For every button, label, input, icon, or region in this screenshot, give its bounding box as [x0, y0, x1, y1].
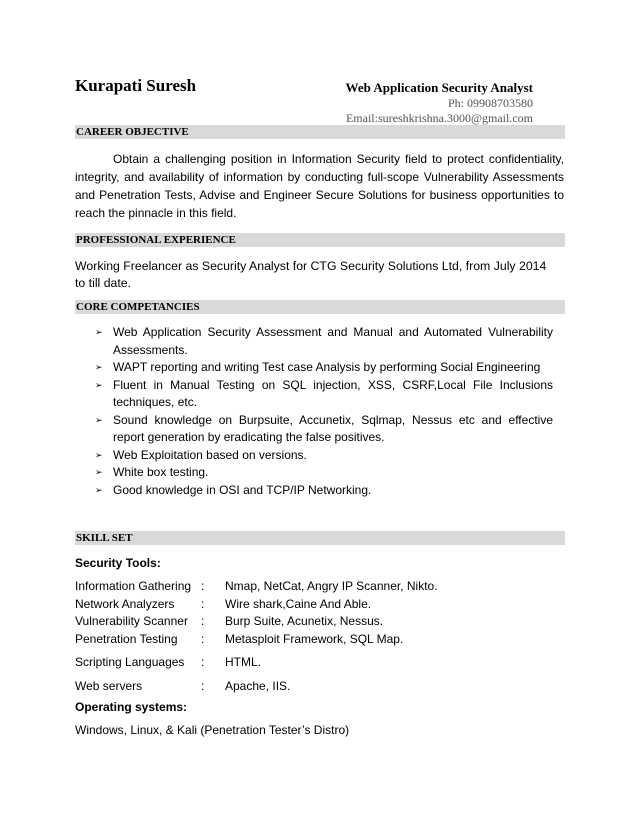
list-item-text: Sound knowledge on Burpsuite, Accunetix, Sqlmap, Nessus etc and effective report generation by eradicating the false positives.	[113, 412, 553, 444]
skill-value: Apache, IIS.	[225, 679, 291, 693]
list-item-text: WAPT reporting and writing Test case Analysis by performing Social Engineering	[113, 360, 541, 374]
candidate-name: Kurapati Suresh	[75, 76, 197, 95]
career-objective-text	[75, 150, 564, 222]
skill-value: Burp Suite, Acunetix, Nessus.	[225, 614, 384, 628]
skill-value: Nmap, NetCat, Angry IP Scanner, Nikto.	[225, 579, 438, 593]
list-item	[95, 464, 553, 482]
skill-label: Information Gathering	[75, 579, 192, 593]
skill-label: Vulnerability Scanner	[75, 614, 188, 628]
list-item	[95, 412, 553, 447]
skill-separator: :	[201, 655, 205, 669]
career-objective-body: Obtain a challenging position in Information Security field to protect confidentiality, integrity, and availability of information by conducting full-scope Vulnerability Assessments and Penetration Tests, Advise and Engineer Secure Solutions for business opportunities to reach the pinnacle in this field.	[75, 152, 564, 220]
operating-systems-heading: Operating systems:	[75, 700, 188, 714]
skill-label: Scripting Languages	[75, 655, 185, 669]
arrow-bullet-icon: ➢	[95, 449, 103, 460]
core-competencies-list	[95, 324, 553, 499]
list-item-text: White box testing.	[113, 465, 209, 479]
arrow-bullet-icon: ➢	[95, 327, 103, 337]
skill-label: Web servers	[75, 679, 143, 693]
list-item	[95, 482, 553, 500]
arrow-bullet-icon: ➢	[95, 362, 103, 372]
skill-label: Network Analyzers	[75, 597, 175, 611]
professional-experience-text: Working Freelancer as Security Analyst for CTG Security Solutions Ltd, from July 2014 to till date.	[75, 259, 547, 290]
skill-value: HTML.	[225, 655, 261, 669]
operating-systems-text: Windows, Linux, & Kali (Penetration Tester’s Distro)	[75, 723, 350, 737]
skill-label: Penetration Testing	[75, 632, 178, 646]
arrow-bullet-icon: ➢	[95, 467, 103, 477]
skill-separator: :	[201, 579, 205, 593]
section-heading-professional-experience: PROFESSIONAL EXPERIENCE	[75, 233, 565, 247]
section-heading-core-competencies: CORE COMPETANCIES	[75, 300, 565, 314]
job-title: Web Application Security Analyst	[345, 80, 533, 95]
skill-separator: :	[201, 597, 205, 611]
list-item-text: Good knowledge in OSI and TCP/IP Networking.	[113, 482, 372, 497]
section-heading-skill-set: SKILL SET	[75, 531, 565, 545]
list-item-text: Web Application Security Assessment and Manual and Automated Vulnerability Assessments.	[113, 325, 553, 357]
phone-number: Ph: 09908703580	[447, 96, 533, 110]
list-item	[95, 377, 553, 412]
arrow-bullet-icon: ➢	[95, 414, 103, 425]
skill-value: Metasploit Framework, SQL Map.	[225, 632, 404, 646]
list-item	[95, 324, 553, 359]
skill-separator: :	[201, 679, 205, 693]
security-tools-heading: Security Tools:	[75, 556, 161, 570]
arrow-bullet-icon: ➢	[95, 379, 103, 390]
skill-separator: :	[201, 614, 205, 628]
list-item-text: Fluent in Manual Testing on SQL injection, XSS, CSRF,Local File Inclusions techniques, etc.	[113, 377, 553, 409]
list-item	[95, 359, 553, 377]
skill-separator: :	[201, 632, 205, 646]
list-item-text: Web Exploitation based on versions.	[113, 447, 307, 462]
skill-value: Wire shark,Caine And Able.	[225, 597, 372, 611]
email-address: Email:sureshkrishna.3000@gmail.com	[345, 111, 533, 125]
list-item	[95, 447, 553, 465]
section-heading-career-objective: CAREER OBJECTIVE	[75, 125, 565, 139]
arrow-bullet-icon: ➢	[95, 484, 103, 495]
